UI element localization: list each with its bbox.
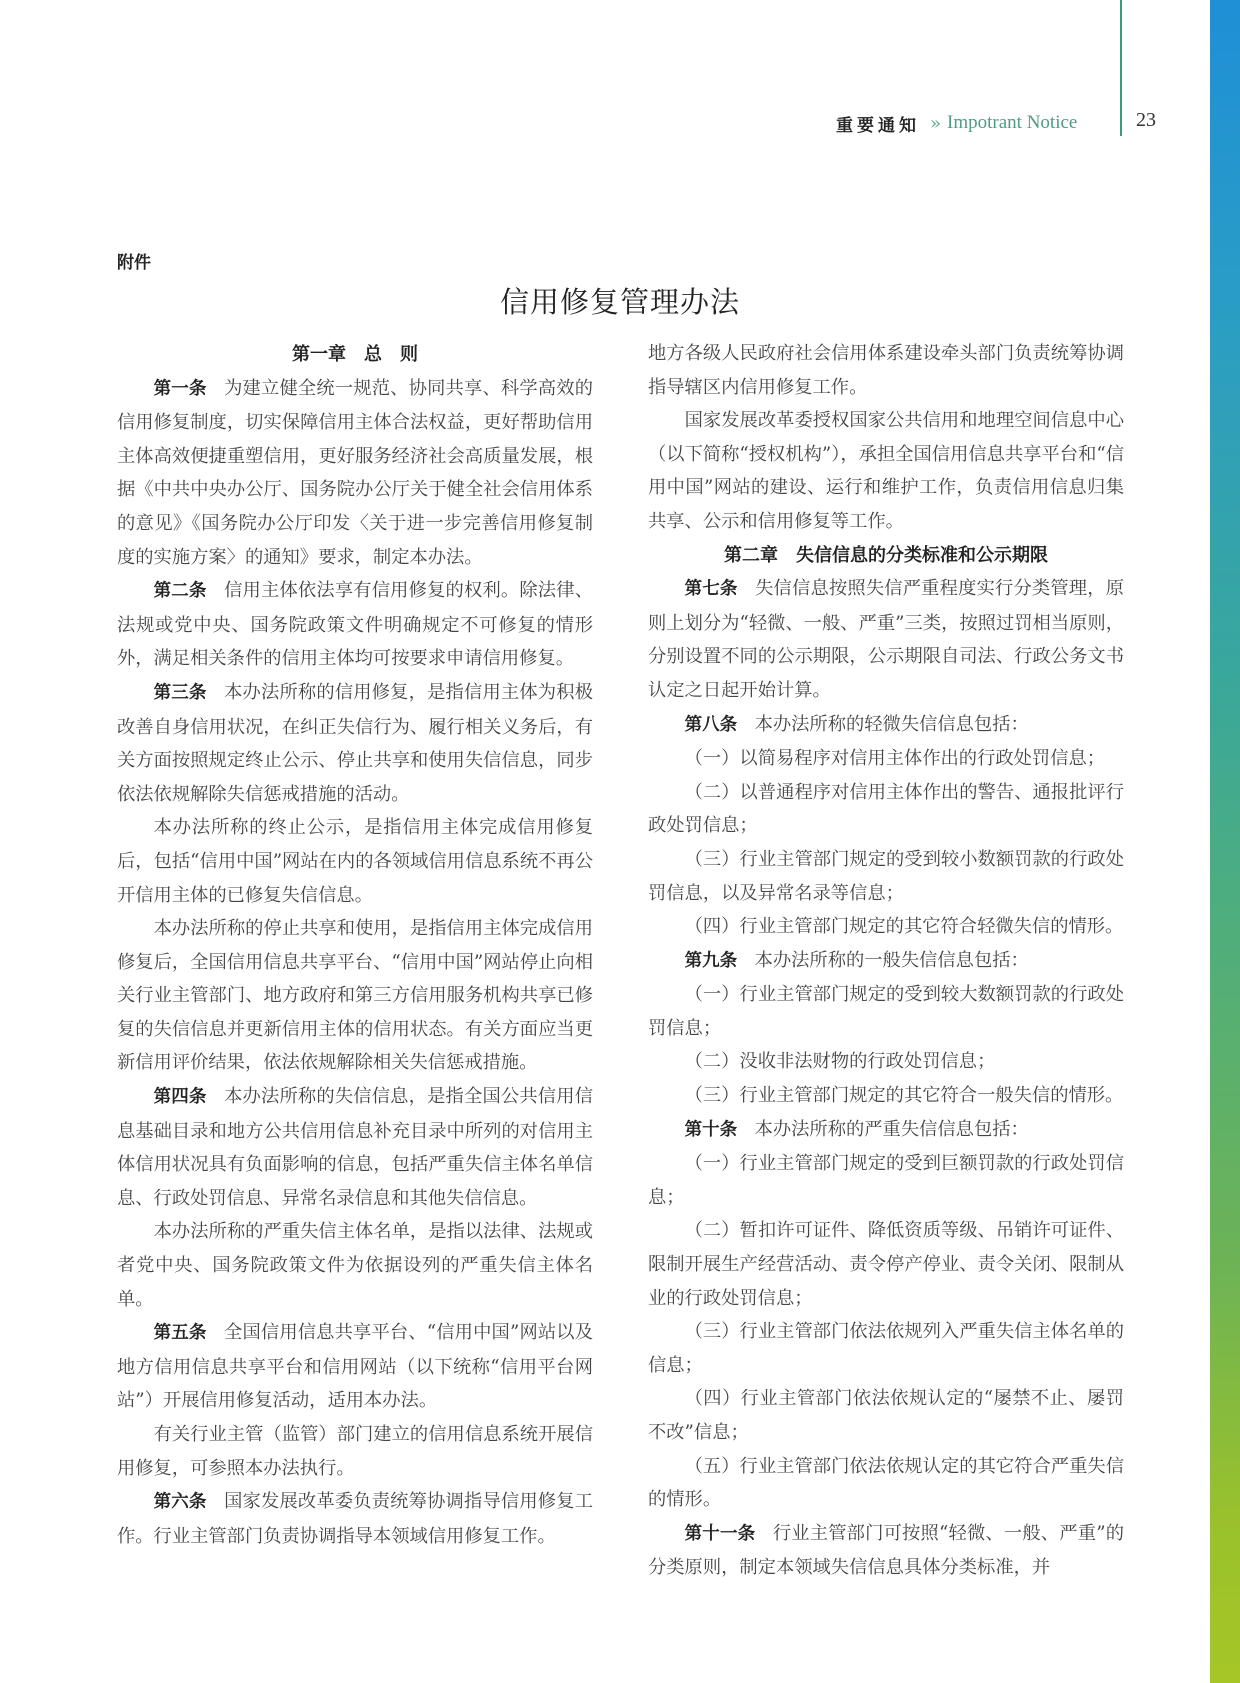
article-paragraph [648,1113,1124,1148]
article-paragraph [648,1517,1124,1585]
article-label: 第十条 [684,1119,738,1140]
section-title-en: Impotrant Notice [947,112,1078,133]
running-header [836,108,1077,138]
article-label: 第四条 [153,1087,207,1108]
body-paragraph: （三）行业主管部门规定的其它符合一般失信的情形。 [684,1085,1124,1107]
page-number: 23 [1136,109,1156,131]
article-text: 国家发展改革委负责统筹协调指导信用修复工作。行业主管部门负责协调指导本领域信用修复工作。 [117,1491,593,1547]
body-paragraph: （四）行业主管部门规定的其它符合轻微失信的情形。 [684,916,1124,938]
header-divider-line [1120,0,1122,136]
body-paragraph: 本办法所称的停止共享和使用，是指信用主体完成信用修复后，全国信用信息共享平台、“信用中国”网站停止向相关行业主管部门、地方政府和第三方信用服务机构共享已修复的失信信息并更新信用主体的信用状态。有关方面应当更新信用评价结果，依法依规解除相关失信惩戒措施。 [117,918,593,1074]
article-label: 第二条 [153,581,207,602]
article-label: 第十一条 [684,1523,756,1544]
article-label: 第一条 [153,378,207,399]
article-label: 第九条 [684,950,738,971]
article-label: 第五条 [153,1323,207,1344]
article-paragraph [117,1080,593,1215]
article-paragraph [117,1485,593,1553]
body-paragraph: （一）以简易程序对信用主体作出的行政处罚信息； [684,748,1106,770]
left-column [117,338,593,1553]
article-label: 第八条 [684,714,738,735]
article-text: 本办法所称的失信信息，是指全国公共信用信息基础目录和地方公共信用信息补充目录中所列的对信用主体信用状况具有负面影响的信息，包括严重失信主体名单信息、行政处罚信息、异常名录信息和其他失信信息。 [117,1086,593,1209]
article-text: 行业主管部门可按照“轻微、一般、严重”的分类原则，制定本领域失信信息具体分类标准，并 [648,1522,1125,1579]
body-paragraph: （二）没收非法财物的行政处罚信息； [684,1051,996,1073]
body-paragraph: （五）行业主管部门依法依规认定的其它符合严重失信的情形。 [648,1455,1124,1511]
body-paragraph: （四）行业主管部门依法依规认定的“屡禁不止、屡罚不改”信息； [648,1388,1124,1443]
document-title: 信用修复管理办法 [499,285,740,319]
body-paragraph: （二）暂扣许可证件、降低资质等级、吊销许可证件、限制开展生产经营活动、责令停产停业、责令关闭、限制从业的行政处罚信息； [648,1220,1124,1309]
decorative-gradient-bar [1210,0,1240,1683]
article-label: 第三条 [153,682,207,703]
double-chevron-icon: » [930,112,942,134]
body-paragraph: （二）以普通程序对信用主体作出的警告、通报批评行政处罚信息； [648,781,1124,837]
article-paragraph [117,574,593,676]
body-paragraph: 本办法所称的终止公示，是指信用主体完成信用修复后，包括“信用中国”网站在内的各领域信用信息系统不再公开信用主体的已修复失信信息。 [117,817,593,906]
article-paragraph [648,944,1124,979]
article-text: 本办法所称的严重失信信息包括： [754,1118,1029,1140]
body-paragraph: （三）行业主管部门规定的受到较小数额罚款的行政处罚信息，以及异常名录等信息； [648,848,1124,904]
article-text: 为建立健全统一规范、协同共享、科学高效的信用修复制度，切实保障信用主体合法权益，更好帮助信用主体高效便捷重塑信用，更好服务经济社会高质量发展，根据《中共中央办公厅、国务院办公厅关于健全社会信用体系的意见》《国务院办公厅印发〈关于进一步完善信用修复制度的实施方案〉的通知》要求，制定本办法。 [117,377,593,568]
article-paragraph [117,372,593,575]
article-paragraph [648,708,1124,743]
article-paragraph [648,572,1124,707]
body-paragraph: 有关行业主管（监管）部门建立的信用信息系统开展信用修复，可参照本办法执行。 [117,1424,593,1479]
annex-label: 附件 [117,253,151,273]
body-paragraph: （一）行业主管部门规定的受到较大数额罚款的行政处罚信息； [648,984,1124,1039]
article-label: 第七条 [684,579,738,600]
article-text: 信用主体依法享有信用修复的权利。除法律、法规或党中央、国务院政策文件明确规定不可修复的情形外，满足相关条件的信用主体均可按要求申请信用修复。 [117,580,593,670]
right-column [648,337,1124,1585]
article-text: 失信信息按照失信严重程度实行分类管理，原则上划分为“轻微、一般、严重”三类，按照过罚相当原则，分别设置不同的公示期限，公示期限自司法、行政公务文书认定之日起开始计算。 [648,578,1124,701]
article-text: 本办法所称的一般失信信息包括： [754,949,1029,971]
chapter-heading: 第二章 失信信息的分类标准和公示期限 [724,544,1048,566]
article-text: 本办法所称的轻微失信信息包括： [754,713,1029,735]
article-paragraph [117,1316,593,1418]
article-label: 第六条 [153,1492,207,1513]
body-paragraph: （一）行业主管部门规定的受到巨额罚款的行政处罚信息； [648,1153,1124,1208]
article-text: 本办法所称的信用修复，是指信用主体为积极改善自身信用状况，在纠正失信行为、履行相关义务后，有关方面按照规定终止公示、停止共享和使用失信信息，同步依法依规解除失信惩戒措施的活动。 [117,681,593,805]
article-paragraph [117,676,593,811]
section-title-cn: 重要通知 [836,115,920,136]
article-text: 全国信用信息共享平台、“信用中国”网站以及地方信用信息共享平台和信用网站（以下统称“信用平台网站”）开展信用修复活动，适用本办法。 [117,1322,594,1412]
body-paragraph: 国家发展改革委授权国家公共信用和地理空间信息中心（以下简称“授权机构”），承担全国信用信息共享平台和“信用中国”网站的建设、运行和维护工作，负责信用信息归集共享、公示和信用修复等工作。 [648,410,1124,532]
body-paragraph: 本办法所称的严重失信主体名单，是指以法律、法规或者党中央、国务院政策文件为依据设列的严重失信主体名单。 [117,1221,593,1310]
body-paragraph: （三）行业主管部门依法依规列入严重失信主体名单的信息； [648,1321,1124,1376]
continued-paragraph: 地方各级人民政府社会信用体系建设牵头部门负责统筹协调指导辖区内信用修复工作。 [648,343,1124,398]
chapter-heading: 第一章 总 则 [292,344,418,365]
